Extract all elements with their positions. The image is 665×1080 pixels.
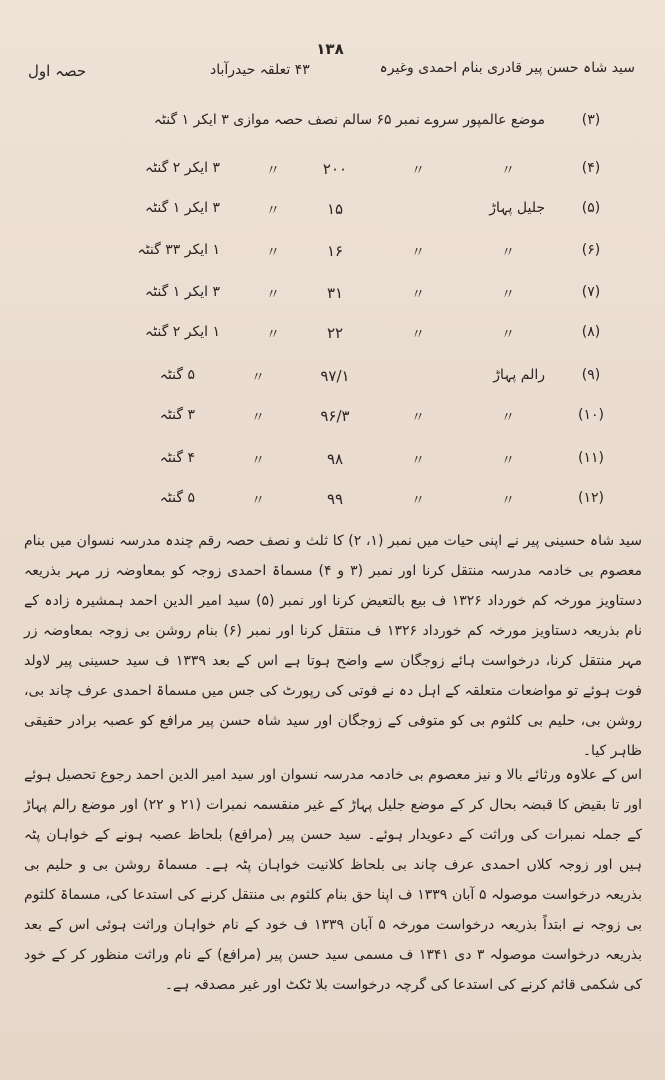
section-label: حصہ اول: [28, 62, 87, 80]
survey-number: ۳۱: [326, 284, 344, 302]
ditto-mark: 〃: [501, 163, 515, 179]
row-number: (۱۰): [578, 407, 604, 423]
ditto-mark: 〃: [501, 453, 515, 469]
area-value: ۳ گنٹہ: [159, 407, 195, 423]
area-value: ۳ ایکر ۱ گنٹہ: [145, 200, 220, 216]
survey-number: ۲۰۰: [322, 160, 348, 178]
page-number: ۱۳۸: [316, 40, 344, 58]
row-number: (۳): [581, 112, 601, 128]
survey-number: ۹۶/۳: [320, 407, 350, 425]
ditto-mark: 〃: [251, 453, 265, 469]
ditto-mark: 〃: [251, 410, 265, 426]
area-value: ۱ ایکر ۲ گنٹہ: [145, 324, 220, 340]
row-number: (۹): [581, 367, 601, 383]
schedule-row: [0, 200, 665, 230]
area-value: ۵ گنٹہ: [159, 490, 195, 506]
ditto-mark: 〃: [266, 245, 280, 261]
ditto-mark: 〃: [266, 203, 280, 219]
row-number: (۴): [581, 160, 601, 176]
village-name: رالم پہاڑ: [493, 367, 545, 383]
area-value: ۱ ایکر ۳۳ گنٹہ: [137, 242, 220, 258]
schedule-row: [0, 407, 665, 437]
survey-number: ۲۲: [326, 324, 344, 342]
schedule-row: [0, 450, 665, 480]
survey-number: ۱۶: [326, 242, 344, 260]
ditto-mark: 〃: [411, 327, 425, 343]
row-number: (۵): [581, 200, 601, 216]
area-value: ۴ گنٹہ: [159, 450, 195, 466]
ditto-mark: 〃: [266, 287, 280, 303]
ditto-mark: 〃: [501, 287, 515, 303]
survey-number: ۹۷/۱: [320, 367, 350, 385]
ditto-mark: 〃: [251, 370, 265, 386]
ditto-mark: 〃: [501, 327, 515, 343]
ditto-mark: 〃: [411, 245, 425, 261]
schedule-row: [0, 112, 665, 142]
schedule-row: [0, 242, 665, 272]
ditto-mark: 〃: [266, 163, 280, 179]
ditto-mark: 〃: [501, 245, 515, 261]
ditto-mark: 〃: [411, 410, 425, 426]
survey-number: ۹۹: [326, 490, 344, 508]
paragraph-claims: اس کے علاوہ ورثائے بالا و نیز معصوم بی خادمہ مدرسہ نسوان اور سید امیر الدین احمد رجوع تحصیل ہوئے اور تا بقیض کا قبضہ بحال کر کے موضع جلیل پہاڑ کے غیر منقسمہ نمبرات (۲۱ و ۲۲) اور موضع رالم پہاڑ کے جملہ نمبرات کی وراثت کے دعویدار ہوئے۔ سید حسن پیر (مرافع) بلحاظ عصبہ ہونے کے خواہان پٹہ ہیں اور زوجہ کلاں احمدی عرف چاند بی بلحاظ کلانیت خواہان پٹہ ہے۔ مسماۃ روشن بی و حلیم بی بذریعہ درخواست موصولہ ۵ آبان ۱۳۳۹ ف اپنا حق بنام کلثوم بی منتقل کرنے کی استدعا کی، مسماۃ کلثوم بی زوجہ نے ابتداً بذریعہ درخواست مورخہ ۵ آبان ۱۳۳۹ ف خود کے نام خواہان وراثت ہوئی اس کے بعد بذریعہ درخواست موصولہ ۳ دی ۱۳۴۱ ف مسمی سید حسن پیر (مرافع) کے نام وراثت منظور کر کے خود کی شکمی قائم کرنے کی استدعا کی گرچہ درخواست بلا ٹکٹ اور غیر مصدقہ ہے۔: [24, 767, 643, 993]
village-name: جلیل پہاڑ: [489, 200, 545, 216]
row-number: (۱۲): [578, 490, 604, 506]
survey-number: ۹۸: [326, 450, 344, 468]
row-description: موضع عالمپور سروے نمبر ۶۵ سالم نصف حصہ موازی ۳ ایکر ۱ گنٹہ: [153, 112, 545, 128]
paragraph-devolution: سید شاہ حسینی پیر نے اپنی حیات میں نمبر (۱، ۲) کا ثلث و نصف حصہ رقم چندہ مدرسہ نسوان میں بنام معصوم بی خادمہ مدرسہ منتقل کرنا اور نمبر (۳ و ۴) مسماۃ احمدی زوجہ کو بمعاوضہ زر مہر بذریعہ دستاویز مورخہ کم خورداد ۱۳۲۶ ف بیع بالتعیض کرنا اور نمبر (۵) سید امیر الدین احمد ہمشیرہ زادہ کے نام بذریعہ دستاویز مورخہ کم خورداد ۱۳۲۶ ف منتقل کرنا اور نمبر (۶) بنام روشن بی زوجہ بمعاوضہ زر مہر منتقل کرنا، درخواست ہائے زوجگان سے واضح ہوتا ہے اس کے بعد ۱۳۳۹ ف سید حسینی پیر لاولد فوت ہوئے تو مواضعات متعلقہ کے اہل دہ نے فوتی کی رپورٹ کی جس میں مسماۃ احمدی عرف چاند بی، روشن بی، حلیم بی کلثوم بی کو متوفی کے زوجگان اور سید شاہ حسن پیر مرافع کو عصبہ برادر حقیقی ظاہر کیا۔: [24, 533, 642, 759]
area-value: ۳ ایکر ۱ گنٹہ: [145, 284, 220, 300]
schedule-row: [0, 490, 665, 520]
ditto-mark: 〃: [411, 163, 425, 179]
page-header: [0, 40, 665, 100]
ditto-mark: 〃: [411, 493, 425, 509]
ditto-mark: 〃: [411, 287, 425, 303]
ditto-mark: 〃: [251, 493, 265, 509]
row-number: (۸): [581, 324, 601, 340]
ditto-mark: 〃: [501, 410, 515, 426]
office-label: ۴۳ تعلقہ حیدرآباد: [210, 62, 310, 78]
ditto-mark: 〃: [501, 493, 515, 509]
schedule-row: [0, 160, 665, 190]
schedule-row: [0, 284, 665, 314]
schedule-row: [0, 367, 665, 397]
case-title: سید شاہ حسن پیر قادری بنام احمدی وغیرہ: [379, 60, 635, 76]
ditto-mark: 〃: [411, 453, 425, 469]
area-value: ۳ ایکر ۲ گنٹہ: [145, 160, 220, 176]
survey-number: ۱۵: [326, 200, 344, 218]
schedule-row: [0, 324, 665, 354]
row-number: (۶): [581, 242, 601, 258]
ditto-mark: 〃: [266, 327, 280, 343]
row-number: (۷): [581, 284, 601, 300]
area-value: ۵ گنٹہ: [159, 367, 195, 383]
row-number: (۱۱): [578, 450, 604, 466]
